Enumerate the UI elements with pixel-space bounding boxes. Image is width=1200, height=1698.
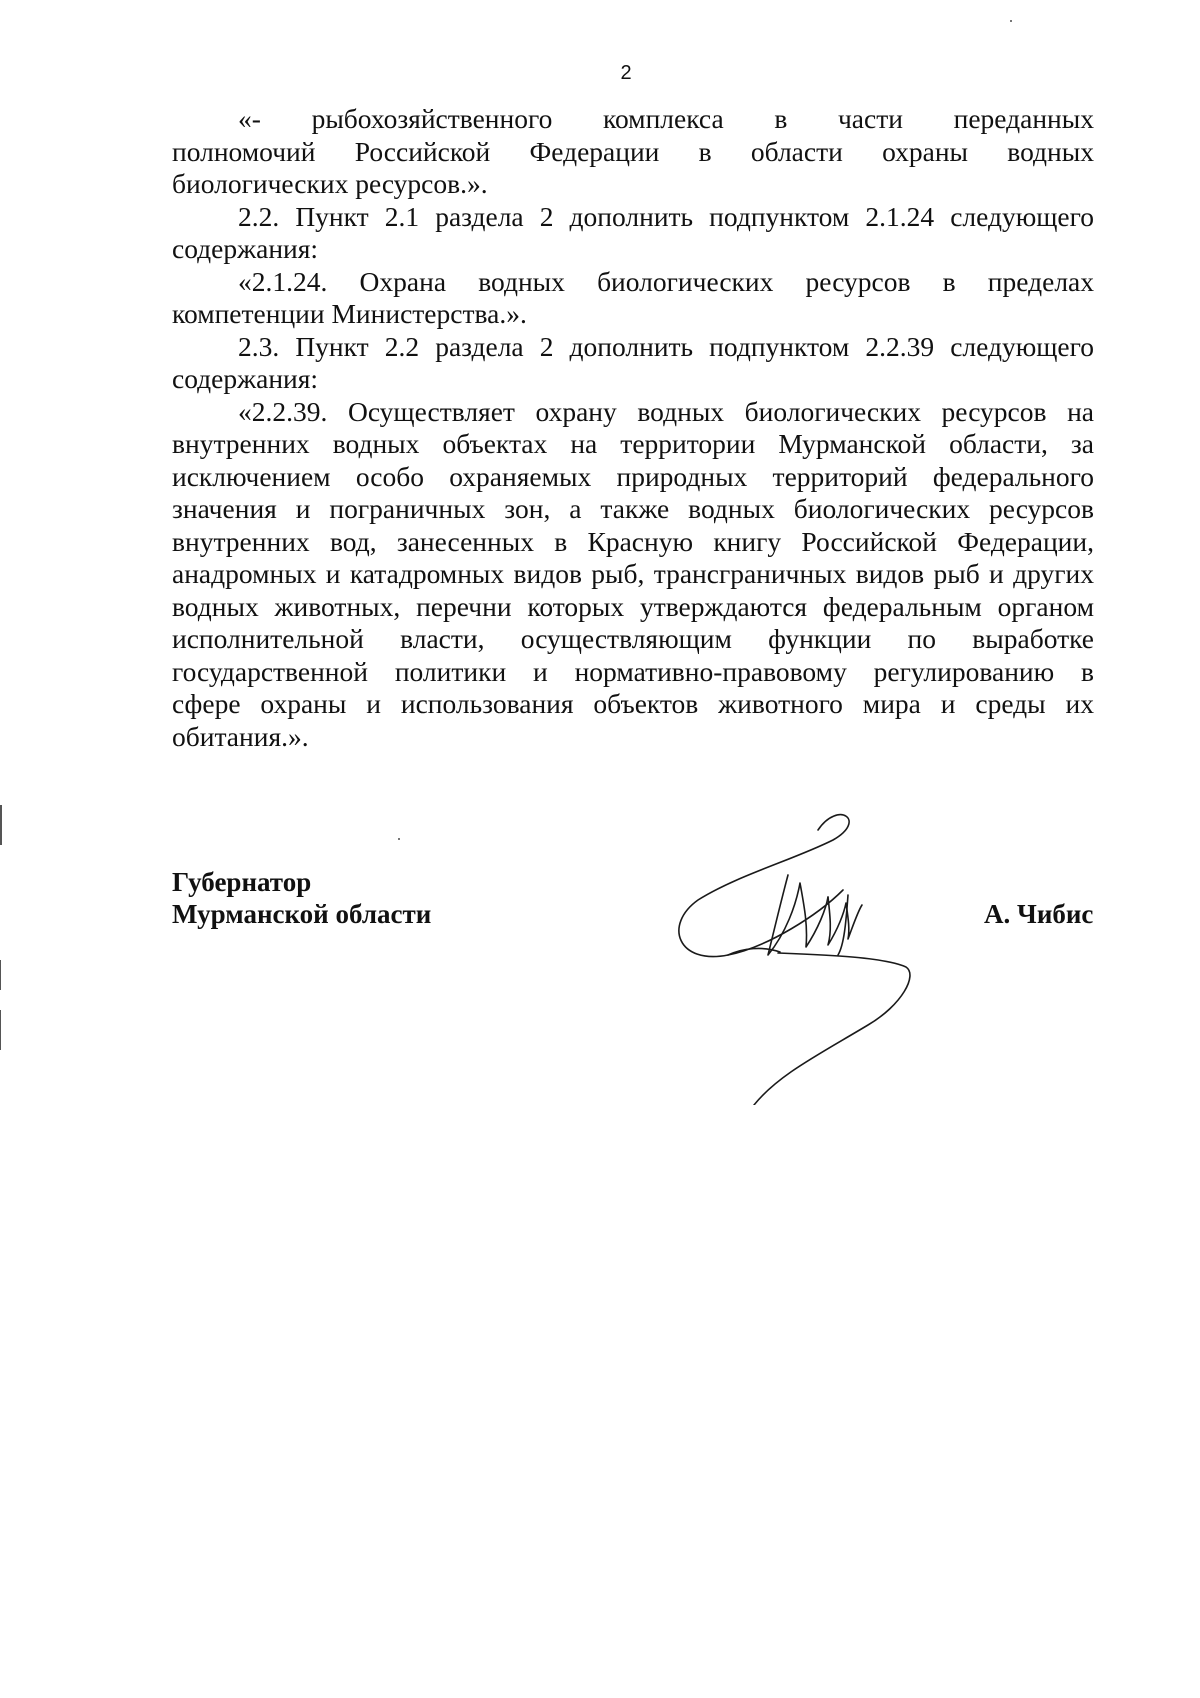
- document-body: [172, 103, 1094, 753]
- text-line: обитания.».: [172, 720, 309, 752]
- paragraph-2-2: [172, 201, 1094, 266]
- text-line: исключением особо охраняемых природных территорий федерального: [172, 460, 1094, 492]
- margin-scan-mark: [0, 1010, 1, 1050]
- handwritten-signature: [668, 805, 968, 1105]
- paragraph-fisheries: [172, 103, 1094, 201]
- paragraph-2-2-39: [172, 396, 1094, 754]
- text-line: полномочий Российской Федерации в области охраны водных: [172, 135, 1094, 167]
- text-line: содержания:: [172, 363, 319, 394]
- margin-scan-mark: [0, 960, 1, 990]
- text-line: «2.2.39. Осуществляет охрану водных биологических ресурсов на: [238, 395, 1094, 427]
- text-line: биологических ресурсов.».: [172, 168, 488, 199]
- text-line: «2.1.24. Охрана водных биологических ресурсов в пределах: [238, 265, 1094, 297]
- scan-speck: [1010, 20, 1012, 22]
- signatory-title-line: Губернатор: [172, 867, 312, 897]
- text-line: содержания:: [172, 233, 319, 264]
- text-line: «- рыбохозяйственного комплекса в части переданных: [238, 103, 1094, 134]
- text-line: исполнительной власти, осуществляющим функции по выработке: [172, 623, 1094, 654]
- signatory-title: [172, 866, 431, 930]
- text-line: компетенции Министерства.».: [172, 298, 527, 329]
- text-line: значения и пограничных зон, а также водных биологических ресурсов: [172, 493, 1094, 524]
- text-line: анадромных и катадромных видов рыб, трансграничных видов рыб и других: [172, 558, 1094, 589]
- signatory-title-line: Мурманской области: [172, 899, 432, 929]
- text-line: сфере охраны и использования объектов животного мира и среды их: [172, 688, 1094, 719]
- text-line: внутренних водных объектах на территории Мурманской области, за: [172, 428, 1094, 459]
- text-line: 2.3. Пункт 2.2 раздела 2 дополнить подпунктом 2.2.39 следующего: [238, 330, 1094, 362]
- text-line: 2.2. Пункт 2.1 раздела 2 дополнить подпунктом 2.1.24 следующего: [238, 200, 1094, 232]
- text-line: государственной политики и нормативно-правовому регулированию в: [172, 655, 1094, 687]
- signatory-name: А. Чибис: [984, 899, 1094, 929]
- margin-scan-mark: [0, 805, 2, 845]
- scan-speck: [398, 838, 400, 840]
- paragraph-2-1-24: [172, 266, 1094, 331]
- text-line: водных животных, перечни которых утверждаются федеральным органом: [172, 590, 1094, 622]
- text-line: внутренних вод, занесенных в Красную книгу Российской Федерации,: [172, 525, 1094, 557]
- page-number: 2: [620, 62, 632, 84]
- paragraph-2-3: [172, 331, 1094, 396]
